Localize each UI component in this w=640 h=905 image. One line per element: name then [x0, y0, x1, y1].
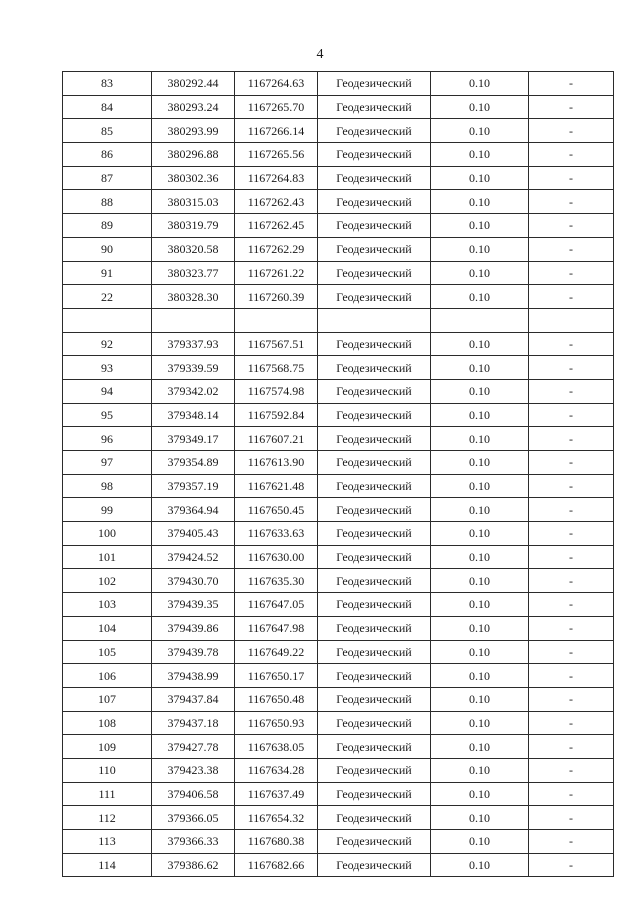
method-cell: Геодезический: [318, 545, 431, 569]
method-cell: Геодезический: [318, 687, 431, 711]
point-number-cell: 89: [63, 214, 152, 238]
point-number-cell: 86: [63, 143, 152, 167]
remark-cell: -: [529, 143, 614, 167]
table-row: [63, 451, 614, 475]
table-row: [63, 143, 614, 167]
y-coordinate-cell: 1167650.45: [235, 498, 318, 522]
accuracy-cell: 0.10: [431, 593, 529, 617]
point-number-cell: 101: [63, 545, 152, 569]
y-coordinate-cell: 1167260.39: [235, 285, 318, 309]
point-number-cell: [63, 308, 152, 332]
method-cell: Геодезический: [318, 332, 431, 356]
table-row: [63, 522, 614, 546]
table-row: [63, 758, 614, 782]
accuracy-cell: 0.10: [431, 830, 529, 854]
y-coordinate-cell: 1167266.14: [235, 119, 318, 143]
remark-cell: -: [529, 498, 614, 522]
point-number-cell: 98: [63, 474, 152, 498]
table-row: [63, 830, 614, 854]
x-coordinate-cell: 379439.35: [152, 593, 235, 617]
accuracy-cell: 0.10: [431, 356, 529, 380]
accuracy-cell: 0.10: [431, 758, 529, 782]
x-coordinate-cell: 380323.77: [152, 261, 235, 285]
method-cell: Геодезический: [318, 569, 431, 593]
x-coordinate-cell: 379354.89: [152, 451, 235, 475]
point-number-cell: 87: [63, 166, 152, 190]
accuracy-cell: 0.10: [431, 687, 529, 711]
x-coordinate-cell: 379437.18: [152, 711, 235, 735]
point-number-cell: 110: [63, 758, 152, 782]
remark-cell: -: [529, 593, 614, 617]
x-coordinate-cell: 379357.19: [152, 474, 235, 498]
remark-cell: -: [529, 522, 614, 546]
y-coordinate-cell: 1167635.30: [235, 569, 318, 593]
x-coordinate-cell: 379337.93: [152, 332, 235, 356]
x-coordinate-cell: 379342.02: [152, 379, 235, 403]
accuracy-cell: 0.10: [431, 640, 529, 664]
accuracy-cell: 0.10: [431, 451, 529, 475]
remark-cell: -: [529, 806, 614, 830]
x-coordinate-cell: 379406.58: [152, 782, 235, 806]
method-cell: Геодезический: [318, 190, 431, 214]
accuracy-cell: 0.10: [431, 119, 529, 143]
accuracy-cell: 0.10: [431, 143, 529, 167]
accuracy-cell: 0.10: [431, 569, 529, 593]
point-number-cell: 85: [63, 119, 152, 143]
remark-cell: -: [529, 214, 614, 238]
x-coordinate-cell: 379366.05: [152, 806, 235, 830]
y-coordinate-cell: 1167568.75: [235, 356, 318, 380]
point-number-cell: 95: [63, 403, 152, 427]
remark-cell: -: [529, 356, 614, 380]
point-number-cell: 103: [63, 593, 152, 617]
x-coordinate-cell: 379439.86: [152, 616, 235, 640]
y-coordinate-cell: 1167265.70: [235, 95, 318, 119]
y-coordinate-cell: 1167633.63: [235, 522, 318, 546]
point-number-cell: 106: [63, 664, 152, 688]
remark-cell: -: [529, 237, 614, 261]
method-cell: Геодезический: [318, 640, 431, 664]
method-cell: Геодезический: [318, 72, 431, 96]
table-row: [63, 616, 614, 640]
method-cell: Геодезический: [318, 237, 431, 261]
method-cell: Геодезический: [318, 522, 431, 546]
accuracy-cell: 0.10: [431, 214, 529, 238]
table-row: [63, 214, 614, 238]
accuracy-cell: 0.10: [431, 616, 529, 640]
table-row: [63, 498, 614, 522]
method-cell: Геодезический: [318, 261, 431, 285]
point-number-cell: 94: [63, 379, 152, 403]
accuracy-cell: 0.10: [431, 853, 529, 877]
table-row: [63, 403, 614, 427]
accuracy-cell: 0.10: [431, 237, 529, 261]
remark-cell: -: [529, 285, 614, 309]
y-coordinate-cell: 1167680.38: [235, 830, 318, 854]
point-number-cell: 113: [63, 830, 152, 854]
remark-cell: -: [529, 403, 614, 427]
remark-cell: [529, 308, 614, 332]
method-cell: Геодезический: [318, 735, 431, 759]
point-number-cell: 96: [63, 427, 152, 451]
method-cell: Геодезический: [318, 806, 431, 830]
x-coordinate-cell: 380296.88: [152, 143, 235, 167]
y-coordinate-cell: 1167647.05: [235, 593, 318, 617]
table-row: [63, 285, 614, 309]
table-row: [63, 782, 614, 806]
x-coordinate-cell: 379437.84: [152, 687, 235, 711]
method-cell: Геодезический: [318, 616, 431, 640]
point-number-cell: 93: [63, 356, 152, 380]
table-row: [63, 119, 614, 143]
table-row: [63, 261, 614, 285]
remark-cell: -: [529, 166, 614, 190]
method-cell: Геодезический: [318, 664, 431, 688]
remark-cell: -: [529, 853, 614, 877]
accuracy-cell: 0.10: [431, 664, 529, 688]
y-coordinate-cell: 1167621.48: [235, 474, 318, 498]
remark-cell: -: [529, 735, 614, 759]
x-coordinate-cell: 379364.94: [152, 498, 235, 522]
accuracy-cell: 0.10: [431, 545, 529, 569]
remark-cell: -: [529, 261, 614, 285]
point-number-cell: 100: [63, 522, 152, 546]
method-cell: Геодезический: [318, 356, 431, 380]
y-coordinate-cell: 1167261.22: [235, 261, 318, 285]
point-number-cell: 99: [63, 498, 152, 522]
point-number-cell: 109: [63, 735, 152, 759]
method-cell: Геодезический: [318, 830, 431, 854]
table-row: [63, 687, 614, 711]
y-coordinate-cell: 1167650.93: [235, 711, 318, 735]
point-number-cell: 90: [63, 237, 152, 261]
x-coordinate-cell: 379405.43: [152, 522, 235, 546]
point-number-cell: 91: [63, 261, 152, 285]
remark-cell: -: [529, 119, 614, 143]
accuracy-cell: 0.10: [431, 711, 529, 735]
x-coordinate-cell: 380293.24: [152, 95, 235, 119]
accuracy-cell: 0.10: [431, 806, 529, 830]
coordinates-table: [62, 71, 614, 877]
table-row: [63, 735, 614, 759]
x-coordinate-cell: 379424.52: [152, 545, 235, 569]
point-number-cell: 104: [63, 616, 152, 640]
point-number-cell: 88: [63, 190, 152, 214]
y-coordinate-cell: [235, 308, 318, 332]
method-cell: Геодезический: [318, 285, 431, 309]
remark-cell: -: [529, 451, 614, 475]
y-coordinate-cell: 1167649.22: [235, 640, 318, 664]
point-number-cell: 102: [63, 569, 152, 593]
x-coordinate-cell: 379348.14: [152, 403, 235, 427]
x-coordinate-cell: 379439.78: [152, 640, 235, 664]
table-row: [63, 72, 614, 96]
table-row: [63, 806, 614, 830]
table-body: [63, 72, 614, 877]
accuracy-cell: 0.10: [431, 782, 529, 806]
table-row: [63, 190, 614, 214]
y-coordinate-cell: 1167592.84: [235, 403, 318, 427]
table-row: [63, 569, 614, 593]
table-row: [63, 237, 614, 261]
x-coordinate-cell: 380292.44: [152, 72, 235, 96]
remark-cell: -: [529, 545, 614, 569]
x-coordinate-cell: 379366.33: [152, 830, 235, 854]
remark-cell: -: [529, 830, 614, 854]
y-coordinate-cell: 1167262.43: [235, 190, 318, 214]
table-row: [63, 711, 614, 735]
x-coordinate-cell: 380293.99: [152, 119, 235, 143]
table-row: [63, 356, 614, 380]
x-coordinate-cell: 379349.17: [152, 427, 235, 451]
point-number-cell: 84: [63, 95, 152, 119]
method-cell: Геодезический: [318, 214, 431, 238]
remark-cell: -: [529, 427, 614, 451]
remark-cell: -: [529, 474, 614, 498]
table-row: [63, 166, 614, 190]
accuracy-cell: 0.10: [431, 261, 529, 285]
accuracy-cell: 0.10: [431, 72, 529, 96]
method-cell: Геодезический: [318, 474, 431, 498]
method-cell: Геодезический: [318, 853, 431, 877]
remark-cell: -: [529, 687, 614, 711]
y-coordinate-cell: 1167654.32: [235, 806, 318, 830]
y-coordinate-cell: 1167265.56: [235, 143, 318, 167]
point-number-cell: 97: [63, 451, 152, 475]
remark-cell: -: [529, 758, 614, 782]
remark-cell: -: [529, 782, 614, 806]
x-coordinate-cell: 380315.03: [152, 190, 235, 214]
x-coordinate-cell: 379423.38: [152, 758, 235, 782]
y-coordinate-cell: 1167262.29: [235, 237, 318, 261]
accuracy-cell: 0.10: [431, 379, 529, 403]
y-coordinate-cell: 1167264.63: [235, 72, 318, 96]
method-cell: [318, 308, 431, 332]
table-row: [63, 332, 614, 356]
remark-cell: -: [529, 379, 614, 403]
method-cell: Геодезический: [318, 379, 431, 403]
method-cell: Геодезический: [318, 166, 431, 190]
x-coordinate-cell: [152, 308, 235, 332]
y-coordinate-cell: 1167262.45: [235, 214, 318, 238]
table-row: [63, 545, 614, 569]
remark-cell: -: [529, 95, 614, 119]
table-row: [63, 379, 614, 403]
accuracy-cell: 0.10: [431, 522, 529, 546]
table-row: [63, 853, 614, 877]
y-coordinate-cell: 1167574.98: [235, 379, 318, 403]
table-row: [63, 308, 614, 332]
y-coordinate-cell: 1167634.28: [235, 758, 318, 782]
y-coordinate-cell: 1167647.98: [235, 616, 318, 640]
accuracy-cell: 0.10: [431, 735, 529, 759]
point-number-cell: 112: [63, 806, 152, 830]
remark-cell: -: [529, 711, 614, 735]
method-cell: Геодезический: [318, 119, 431, 143]
x-coordinate-cell: 380319.79: [152, 214, 235, 238]
point-number-cell: 107: [63, 687, 152, 711]
method-cell: Геодезический: [318, 593, 431, 617]
accuracy-cell: 0.10: [431, 498, 529, 522]
y-coordinate-cell: 1167637.49: [235, 782, 318, 806]
method-cell: Геодезический: [318, 711, 431, 735]
remark-cell: -: [529, 664, 614, 688]
accuracy-cell: 0.10: [431, 332, 529, 356]
point-number-cell: 108: [63, 711, 152, 735]
accuracy-cell: 0.10: [431, 285, 529, 309]
point-number-cell: 105: [63, 640, 152, 664]
remark-cell: -: [529, 190, 614, 214]
accuracy-cell: 0.10: [431, 403, 529, 427]
point-number-cell: 83: [63, 72, 152, 96]
x-coordinate-cell: 379430.70: [152, 569, 235, 593]
accuracy-cell: 0.10: [431, 474, 529, 498]
remark-cell: -: [529, 72, 614, 96]
point-number-cell: 92: [63, 332, 152, 356]
x-coordinate-cell: 380302.36: [152, 166, 235, 190]
x-coordinate-cell: 379438.99: [152, 664, 235, 688]
y-coordinate-cell: 1167682.66: [235, 853, 318, 877]
table-row: [63, 664, 614, 688]
y-coordinate-cell: 1167630.00: [235, 545, 318, 569]
table-row: [63, 474, 614, 498]
y-coordinate-cell: 1167638.05: [235, 735, 318, 759]
y-coordinate-cell: 1167650.17: [235, 664, 318, 688]
x-coordinate-cell: 380320.58: [152, 237, 235, 261]
table-row: [63, 640, 614, 664]
accuracy-cell: 0.10: [431, 190, 529, 214]
x-coordinate-cell: 379339.59: [152, 356, 235, 380]
accuracy-cell: [431, 308, 529, 332]
x-coordinate-cell: 379386.62: [152, 853, 235, 877]
method-cell: Геодезический: [318, 143, 431, 167]
point-number-cell: 111: [63, 782, 152, 806]
method-cell: Геодезический: [318, 403, 431, 427]
accuracy-cell: 0.10: [431, 166, 529, 190]
point-number-cell: 114: [63, 853, 152, 877]
page-number: 4: [316, 47, 324, 62]
remark-cell: -: [529, 569, 614, 593]
point-number-cell: 22: [63, 285, 152, 309]
method-cell: Геодезический: [318, 758, 431, 782]
table-row: [63, 95, 614, 119]
remark-cell: -: [529, 616, 614, 640]
x-coordinate-cell: 379427.78: [152, 735, 235, 759]
method-cell: Геодезический: [318, 95, 431, 119]
y-coordinate-cell: 1167613.90: [235, 451, 318, 475]
accuracy-cell: 0.10: [431, 427, 529, 451]
table-row: [63, 427, 614, 451]
remark-cell: -: [529, 332, 614, 356]
table-row: [63, 593, 614, 617]
y-coordinate-cell: 1167567.51: [235, 332, 318, 356]
method-cell: Геодезический: [318, 782, 431, 806]
y-coordinate-cell: 1167607.21: [235, 427, 318, 451]
method-cell: Геодезический: [318, 451, 431, 475]
remark-cell: -: [529, 640, 614, 664]
method-cell: Геодезический: [318, 498, 431, 522]
x-coordinate-cell: 380328.30: [152, 285, 235, 309]
y-coordinate-cell: 1167264.83: [235, 166, 318, 190]
method-cell: Геодезический: [318, 427, 431, 451]
accuracy-cell: 0.10: [431, 95, 529, 119]
y-coordinate-cell: 1167650.48: [235, 687, 318, 711]
